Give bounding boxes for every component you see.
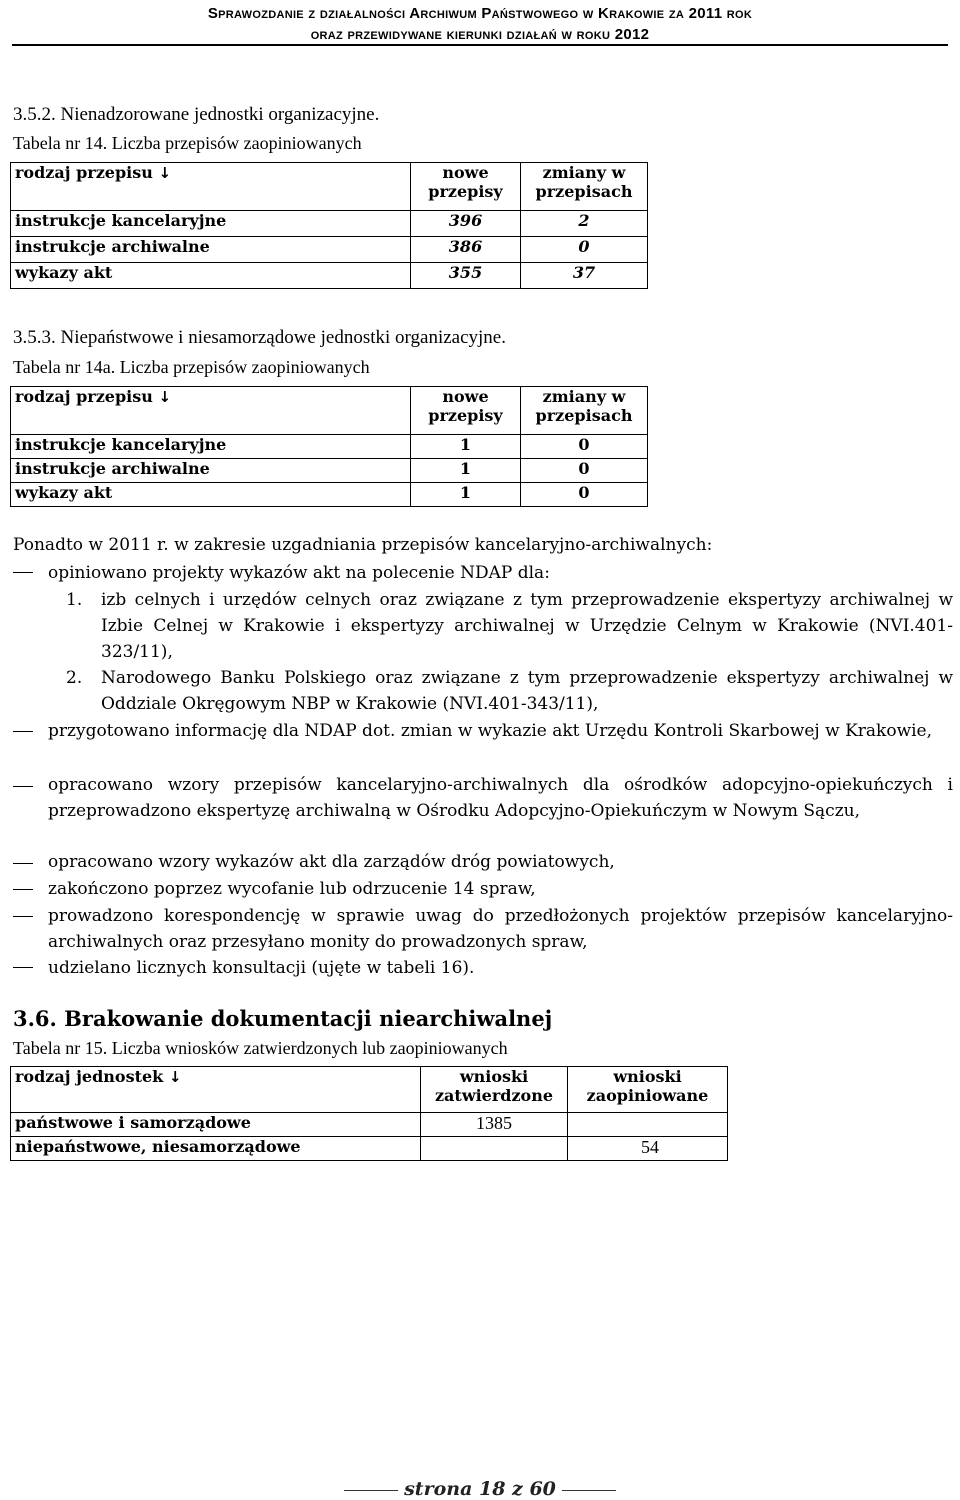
table-header-row <box>11 1067 728 1113</box>
col-header-zmiany: zmiany w przepisach <box>521 387 648 435</box>
bullet-dash <box>13 786 33 787</box>
cell-nowe: 1 <box>411 459 521 483</box>
section-heading-3-5-2: 3.5.2. Nienadzorowane jednostki organizacyjne. <box>13 104 380 125</box>
bullet-7: udzielano licznych konsultacji (ujęte w tabeli 16). <box>48 958 475 978</box>
bullet-5: zakończono poprzez wycofanie lub odrzucenie 14 spraw, <box>48 879 536 899</box>
col-header-rodzaj: rodzaj przepisu ↓ <box>11 163 411 211</box>
section-heading-3-5-3: 3.5.3. Niepaństwowe i niesamorządowe jednostki organizacyjne. <box>13 327 506 348</box>
col-header-nowe: nowe przepisy <box>411 387 521 435</box>
numbered-marker-1: 1. <box>66 590 83 610</box>
row-label: instrukcje kancelaryjne <box>11 211 411 237</box>
bullet-3: opracowano wzory przepisów kancelaryjno-archiwalnych dla ośrodków adopcyjno-opiekuńczych i przeprowadzono ekspertyzę archiwalną w Ośrodku Adopcyjno-Opiekuńczym w Nowym Sączu, <box>48 775 953 821</box>
table-15 <box>10 1066 728 1161</box>
header-subtitle: oraz przewidywane kierunki działań w roku 2012 <box>310 26 650 43</box>
page-footer <box>0 1478 960 1500</box>
table-header-row <box>11 387 648 435</box>
table-row <box>11 483 648 507</box>
col-header-rodzaj: rodzaj przepisu ↓ <box>11 387 411 435</box>
bullet-6: prowadzono korespondencję w sprawie uwag do przedłożonych projektów przepisów kancelaryjno-archiwalnych oraz przesyłano monity do prowadzonych spraw, <box>48 906 953 952</box>
bullet-dash <box>13 731 33 732</box>
cell-zmiany: 37 <box>521 263 648 289</box>
row-label: instrukcje archiwalne <box>11 459 411 483</box>
footer-rule-right <box>562 1490 616 1491</box>
row-label: państwowe i samorządowe <box>11 1113 421 1137</box>
col-header-nowe: nowe przepisy <box>411 163 521 211</box>
row-label: instrukcje archiwalne <box>11 237 411 263</box>
bullet-dash <box>13 572 33 573</box>
cell-zmiany: 0 <box>521 483 648 507</box>
table-14a-caption: Tabela nr 14a. Liczba przepisów zaopiniowanych <box>13 357 370 377</box>
cell-zatwierdzone: 1385 <box>421 1113 568 1137</box>
down-arrow-icon: ↓ <box>168 1068 182 1086</box>
cell-zmiany: 2 <box>521 211 648 237</box>
cell-nowe: 1 <box>411 483 521 507</box>
cell-zaopiniowane <box>568 1113 728 1137</box>
page-number: strona 18 z 60 <box>404 1478 556 1500</box>
bullet-1: opiniowano projekty wykazów akt na polecenie NDAP dla: <box>48 563 550 583</box>
table-14 <box>10 162 648 289</box>
cell-zmiany: 0 <box>521 435 648 459</box>
cell-nowe: 386 <box>411 237 521 263</box>
footer-rule-left <box>344 1490 398 1491</box>
bullet-dash <box>13 889 33 890</box>
bullet-dash <box>13 863 33 864</box>
table-14-caption: Tabela nr 14. Liczba przepisów zaopiniowanych <box>13 133 362 153</box>
header-rule <box>12 44 948 46</box>
table-row <box>11 435 648 459</box>
header-title: Sprawozdanie z działalności Archiwum Państwowego w Krakowie za 2011 rok <box>207 5 753 22</box>
row-label: wykazy akt <box>11 263 411 289</box>
cell-nowe: 355 <box>411 263 521 289</box>
down-arrow-icon: ↓ <box>158 164 172 182</box>
col-header-zmiany: zmiany w przepisach <box>521 163 648 211</box>
bullet-4: opracowano wzory wykazów akt dla zarządów dróg powiatowych, <box>48 852 615 872</box>
numbered-item-1: izb celnych i urzędów celnych oraz związane z tym przeprowadzenie ekspertyzy archiwalnej w Izbie Celnej w Krakowie i ekspertyzy archiwalnej w Urzędzie Celnym w Krakowie (NVI.401-323/11), <box>101 590 953 662</box>
table-row <box>11 237 648 263</box>
table-row <box>11 459 648 483</box>
col-header-rodzaj: rodzaj jednostek ↓ <box>11 1067 421 1113</box>
table-header-row <box>11 163 648 211</box>
row-label: instrukcje kancelaryjne <box>11 435 411 459</box>
row-label: wykazy akt <box>11 483 411 507</box>
table-row <box>11 1113 728 1137</box>
cell-nowe: 396 <box>411 211 521 237</box>
section-heading-3-6: 3.6. Brakowanie dokumentacji niearchiwalnej <box>13 1006 553 1031</box>
cell-nowe: 1 <box>411 435 521 459</box>
bullet-dash <box>13 967 33 968</box>
table-row <box>11 1137 728 1161</box>
table-15-caption: Tabela nr 15. Liczba wniosków zatwierdzonych lub zaopiniowanych <box>13 1038 508 1058</box>
bullet-2: przygotowano informację dla NDAP dot. zmian w wykazie akt Urzędu Kontroli Skarbowej w Krakowie, <box>48 721 933 741</box>
col-header-zatwierdzone: wnioski zatwierdzone <box>421 1067 568 1113</box>
numbered-marker-2: 2. <box>66 668 83 688</box>
cell-zaopiniowane: 54 <box>568 1137 728 1161</box>
intro-paragraph: Ponadto w 2011 r. w zakresie uzgadniania przepisów kancelaryjno-archiwalnych: <box>13 535 713 555</box>
page-header <box>0 4 960 46</box>
table-row <box>11 211 648 237</box>
table-row <box>11 263 648 289</box>
table-14a <box>10 386 648 507</box>
row-label: niepaństwowe, niesamorządowe <box>11 1137 421 1161</box>
down-arrow-icon: ↓ <box>158 388 172 406</box>
cell-zmiany: 0 <box>521 459 648 483</box>
numbered-item-2: Narodowego Banku Polskiego oraz związane z tym przeprowadzenie ekspertyzy archiwalnej w Oddziale Okręgowym NBP w Krakowie (NVI.401-343/11), <box>101 668 953 714</box>
bullet-dash <box>13 916 33 917</box>
cell-zatwierdzone <box>421 1137 568 1161</box>
col-header-zaopiniowane: wnioski zaopiniowane <box>568 1067 728 1113</box>
cell-zmiany: 0 <box>521 237 648 263</box>
